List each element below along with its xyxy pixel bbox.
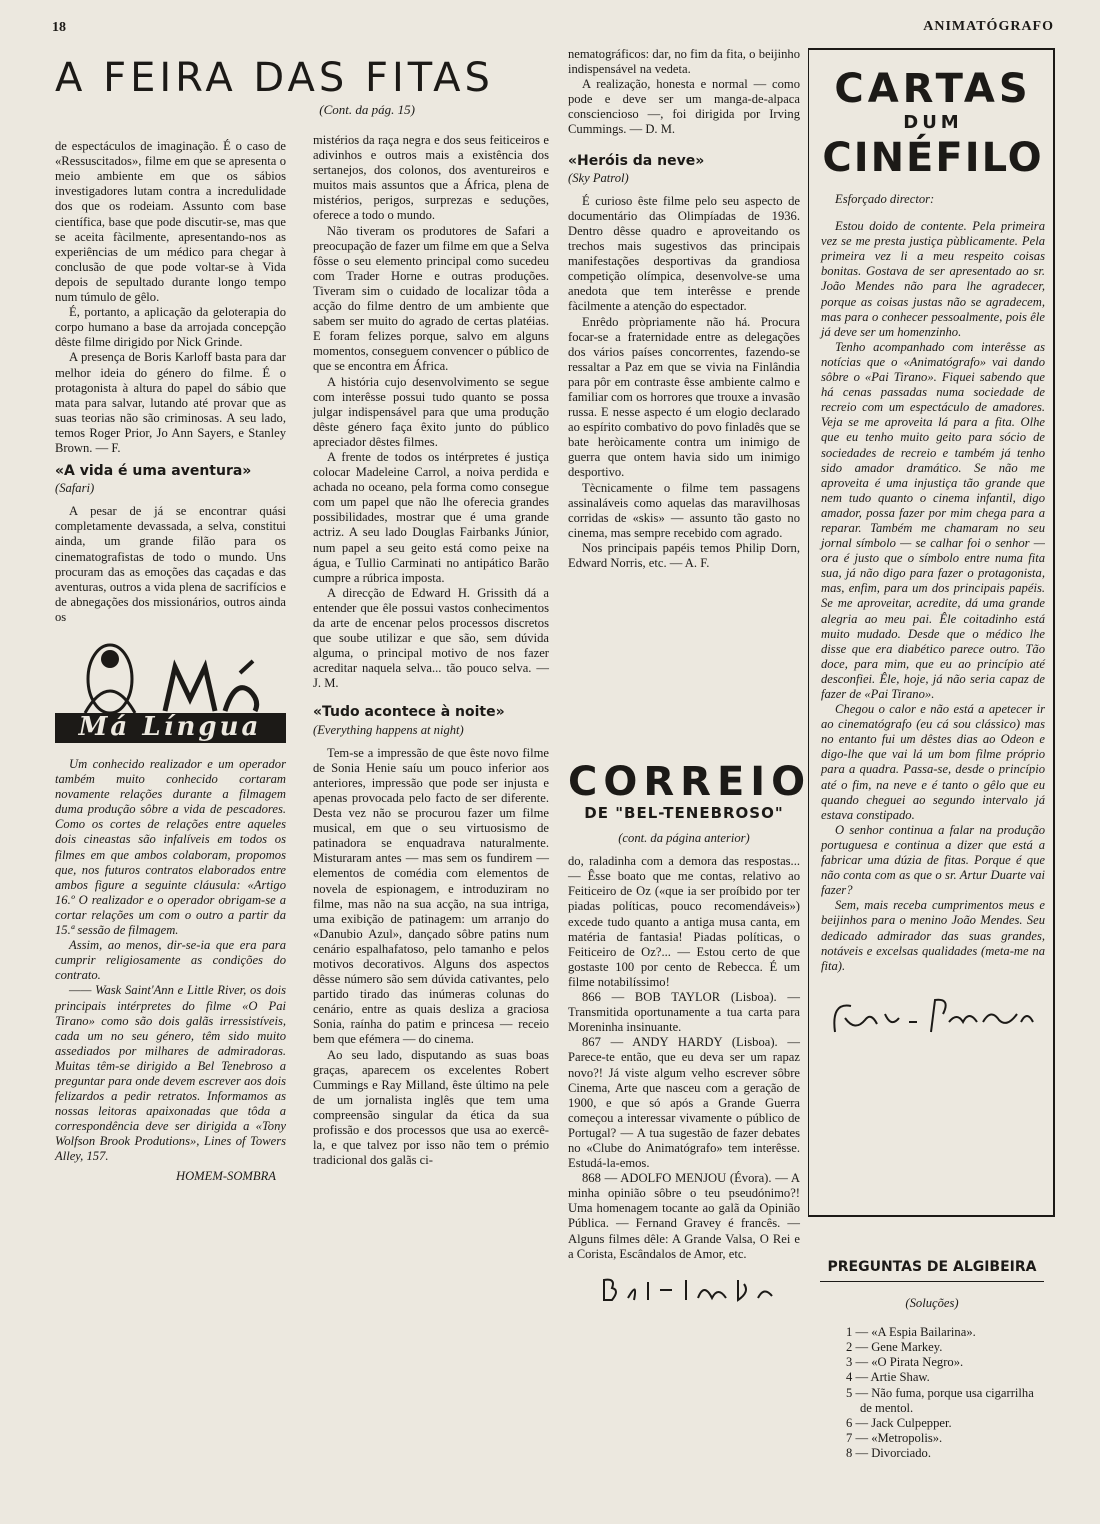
tudo-title: «Tudo acontece à noite» — [313, 704, 505, 721]
correio-section — [568, 759, 812, 1310]
correio-title: CORREIO — [568, 759, 812, 805]
safari-paragraph: Não tiveram os produtores de Safari a preocupação de fazer um filme em que a Selva fôsse o seu elemento principal como sucedeu com Trader Horne e outras produções. Tiveram sim o cuidado de localizar tôda a acção do filme dentro de um ambiente que sabem ser muito do agrado de certas platéias. E foram felizes porque, salvo em alguns momentos, conseguem convencer o público de que se encontra em África. — [313, 223, 549, 374]
safari-title: «A vida é uma aventura» — [55, 463, 252, 480]
herois-paragraph: É curioso êste filme pelo seu aspecto de documentário das Olimpíadas de 1936. Dentro dêsse quadro e aproveitando os trechos mais sugestivos das principais manifestações desportivas da grandiosa competição olímpica, desenvolve-se uma anedota que tem interêsse e prende fàcilmente a atenção do espectador. — [568, 193, 800, 314]
herois-title: «Heróis da neve» — [568, 152, 705, 169]
preguntas-subtitle: (Soluções) — [905, 1296, 959, 1311]
safari-paragraph: A direcção de Edward H. Grissith dá a entender que êle possui vastos conhecimentos da arte de encenar pelos processos discretos que soube utilizar e que são, sem dúvida alguma, o principal motivo de nos fazer acreditar naquela selva... tão pouco selva. — J. M. — [313, 585, 549, 691]
preguntas-item: 8 — Divorciado. — [846, 1445, 931, 1460]
page-number: 18 — [52, 20, 66, 35]
correio-cont: (cont. da página anterior) — [618, 831, 750, 846]
preguntas-item: 7 — «Metropolis». — [846, 1430, 943, 1445]
ma-lingua-signoff: HOMEM-SOMBRA — [175, 1168, 276, 1183]
column-2 — [313, 133, 549, 1168]
cartas-title-2: DUM — [903, 112, 963, 133]
correio-subtitle: DE "BEL-TENEBROSO" — [584, 804, 784, 822]
cartas-paragraph: O senhor continua a falar na produção portuguesa e continua a dizer que está a fabricar uma dúzia de fitas. Porque é que não conta com as que o sr. Artur Duarte vai fazer? — [821, 822, 1045, 898]
preguntas-item: 2 — Gene Markey. — [846, 1340, 943, 1355]
correio-paragraph: do, raladinha com a demora das respostas... — Êsse boato que me contas, relativo ao Feiticeiro de Oz («que ia ser proíbido por ter piadas políticas, pouco recomendáveis») excede tudo quanto a antiga musa canta, em matéria de fantasia! Piadas políticas, o Feiticeiro de Oz?... — Estou certo de que gostaste 100 por cento de Rebecca. É um filme notabilíssimo! — [568, 854, 800, 989]
tudo-paragraph: nematográficos: dar, no fim da fita, o beijinho indispensável na vedeta. — [568, 47, 800, 77]
correio-paragraph: 868 — ADOLFO MENJOU (Évora). — A minha opinião sôbre o teu pseudónimo?! Uma homenagem tocante ao galã da Opinião Pública. — Fernand Gravey é francês. — Alguns filmes dêle: A Grande Valsa, O Rei e a Corista, Escândalos de Amor, etc. — [568, 1171, 800, 1261]
ignacio-signature-graphic — [821, 992, 1045, 1044]
tudo-paragraph: A realização, honesta e normal — como pode e deve ser um manga-de-alpaca consciencioso —, foi dirigida por Irving Cummings. — D. M. — [568, 77, 800, 137]
preguntas-section — [820, 1260, 1044, 1461]
cartas-paragraph: Estou doido de contente. Pela primeira vez se me presta justiça pùblicamente. Pela primeira vez li a meu respeito coisas bonitas. Gostava de ser apresentado ao sr. João Mendes não para lhe agradecer, porque as coisas justas não se agradecem, mas para o conhecer pessoalmente, pois êle já deve ser um homenzinho. — [821, 219, 1045, 339]
cartas-greeting: Esforçado director: — [835, 192, 935, 206]
feira-paragraph: A presença de Boris Karloff basta para dar melhor ideia do género do filme. É o protagonista à altura do papel do sábio que mata para salvar, lutando até provar que as suas teorias não são criminosas. A seu lado, temos Roger Prior, Jo Ann Sayers, e Stanley Brown. — F. — [55, 350, 286, 455]
feira-cont: (Cont. da pág. 15) — [319, 102, 415, 117]
feira-paragraph: É, portanto, a aplicação da geloterapia do corpo humano a base da arrojada concepção dêste filme dirigido por Nick Grinde. — [55, 305, 286, 350]
safari-paragraph: mistérios da raça negra e dos seus feiticeiros e adivinhos e outros mais a existência dos sertanejos, dos colonos, dos aventureiros e muitos mais assuntos que a África, plena de mistérios, perigos, surprezas e seduções, oferece a todo o mundo. — [313, 133, 549, 223]
cartas-paragraph: Tenho acompanhado com interêsse as notícias que o «Animatógrafo» vai dando sôbre o «Pai Tirano». Fiquei sabendo que há cenas passadas numa sociedade de recreio com um espectáculo de amadores. Veja se me aproveita lá para a fita. Olhe que eu tenho muito geito para sócio de sociedades de recreio e também já tenho sido amador dramático. Se não me aproveita é uma injustiça tão grande que nem tudo quanto o cinema infantil, digo amador, possa fazer por mim chega para a reparar. Também me chamaram no seu jornal símbolo — se calhar foi o senhor — ora é justo que o símbolo entre numa fita sua, já não digo para fazer o protagonista, mas, enfim, para um dos principais papéis. Se me aproveitar, acredite, dá uma grande alegria ao meu pai. Êle coitadinho está muito mudado. Desde que o médico lhe disse que era diabético parece outro. Tão doce, para mim, que eu ao princípio até desconfiei. Êle, hoje, já não seria capaz de fazer de «Pai Tirano». — [821, 339, 1045, 701]
cartas-signature — [821, 992, 1045, 1044]
safari-subtitle: (Safari) — [55, 481, 95, 496]
preguntas-item: 4 — Artie Shaw. — [846, 1370, 930, 1385]
bel-tenebroso-signature-graphic — [568, 1270, 800, 1310]
safari-paragraph: A história cujo desenvolvimento se segue com interêsse possui tudo quanto se possa julgar indispensável para que uma produção dêste género faça êxito junto do público apreciador dêstes filmes. — [313, 374, 549, 449]
ma-lingua-paragraph: —— Wask Saint'Ann e Little River, os dois principais intérpretes do filme «O Pai Tirano» como são dois galãs irressistíveis, cada um no seu género, têm sido muito assediados por milhares de admiradoras. Muitas têm-se dirigido a Bel Tenebroso a preguntar para onde devem escrever aos dois felizardos a pedir retratos. Informamos as nossas leitoras apaixonadas que tôda a correspondência deve ser dirigida a «Tony Wolfson Brook Produtions», Lines of Towers Alley, 157. — [55, 983, 286, 1164]
preguntas-item: 6 — Jack Culpepper. — [846, 1415, 952, 1430]
safari-paragraph: A frente de todos os intérpretes é justiça colocar Madeleine Carrol, a noiva perdida e achada no oceano, pela forma como consegue com um papel que não lhe oferecia grandes possibilidades, mostrar que é uma grande actriz. A seu lado Douglas Fairbanks Júnior, num papel a seu geito está como peixe na água, e Tullio Carminati no antipático Barão cumpre a rúbrica imposta. — [313, 449, 549, 585]
ma-lingua-logo — [55, 639, 286, 747]
magazine-name: ANIMATÓGRAFO — [923, 19, 1054, 34]
cartas-paragraph: Sem, mais receba cumprimentos meus e beijinhos para o menino João Mendes. Seu dedicado admirador das suas grandes, notáveis e excelsas qualidades (meta-me na fita). — [821, 898, 1045, 973]
column-3 — [568, 47, 800, 571]
herois-paragraph: Tècnicamente o filme tem passagens assinaláveis como aquelas das maravilhosas corridas de «skis» — assunto tão gasto no cinema, mas sempre recebido com agrado. — [568, 480, 800, 540]
ma-lingua-paragraph: Um conhecido realizador e um operador também muito conhecido cortaram novamente relações durante a filmagem duma produção sôbre a vida de pescadores. Como os cortes de relações entre aqueles dois cineastas são infalíveis em todos os filmes em que ambos colaboram, propomos que, nos futuros contratos elaborados entre ambos figure a seguinte cláusula: «Artigo 16.º O realizador e o operador obrigam-se a cortar relações um com o outro a partir da 15.ª sessão de filmagem. — [55, 757, 286, 938]
preguntas-title: PREGUNTAS DE ALGIBEIRA — [820, 1260, 1044, 1282]
tudo-subtitle: (Everything happens at night) — [313, 722, 464, 737]
preguntas-item: 3 — «O Pirata Negro». — [846, 1355, 964, 1370]
tudo-paragraph: Ao seu lado, disputando as suas boas graças, aparecem os excelentes Robert Cummings e Ray Milland, êste último na pele de um jornalista inglês que tem uma compreensão singular da ética da sua profissão e dos processos que usa ao exercê-la, e que talvez por isso não tem o prémio tradicional dos galãs ci- — [313, 1047, 549, 1168]
herois-paragraph: Enrêdo pròpriamente não há. Procura focar-se a fraternidade entre as delegações dos vários países concorrentes, fazendo-se ressaltar a Paz em que se vivia na Finlândia para pôr em contraste êsse ambiente calmo e familiar com os horrores que trouxe a invasão russa. E nesse aspecto é um elogio declarado ao espírito combativo do povo finladês que se bate heròicamente contra um inimigo de guerra que ontem havia sido um inimigo desportivo. — [568, 314, 800, 480]
correio-paragraph: 867 — ANDY HARDY (Lisboa). — Parece-te então, que eu deva ser um rapaz novo?! Já viste algum velho escrever sôbre Cinema, Arte que nasceu com a geração de 1900, e que só após a Grande Guerra começou a interessar vivamente o público de Portugal? — A tua sugestão de fazer debates no «Clube do Animatógrafo» tem interêsse. Estudá-la-emos. — [568, 1035, 800, 1171]
correio-signature — [568, 1270, 800, 1310]
cartas-box — [808, 48, 1055, 1217]
feira-title: A FEIRA DAS FITAS — [55, 55, 494, 101]
cartas-paragraph: Chegou o calor e não está a apetecer ir ao cinematógrafo (eu cá sou clássico) mas no entanto fui um dêstes dias ao Odeon e digo-lhe que vai lá um bom filme próprio para a quadra. Passa-se, desde o princípio até o fim, na neve e é tanto o gêlo que eu quando cheguei ao segundo intervalo já estava constipado. — [821, 702, 1045, 822]
cartas-title-3: CINÉFILO — [822, 135, 1044, 181]
ma-lingua-logo-graphic — [55, 639, 286, 747]
preguntas-item: 1 — «A Espia Bailarina». — [846, 1325, 976, 1340]
preguntas-item: 5 — Não fuma, porque usa cigarrilha de mentol. — [846, 1385, 1034, 1415]
correio-paragraph: 866 — BOB TAYLOR (Lisboa). — Transmitida oportunamente a tua carta para Moreninha insinuante. — [568, 990, 800, 1035]
herois-subtitle: (Sky Patrol) — [568, 170, 629, 185]
ma-lingua-paragraph: Assim, ao menos, dir-se-ia que era para cumprir religiosamente as condições do contrato. — [55, 938, 286, 983]
feira-paragraph: de espectáculos de imaginação. É o caso de «Ressuscitados», filme em que se apresenta o meio ambiente em que os sábios investigadores lutam contra a incredulidade dos que os rodeiam. Assunto com base científica, base que pode discutir-se, mas que se aceita fàcilmente, apresentando-nos as experiências de um médico para chegar à conclusão de que pode voltar-se à Vida depois de sepultado durante longo tempo num túmulo de gêlo. — [55, 139, 286, 305]
herois-paragraph: Nos principais papéis temos Philip Dorn, Edward Norris, etc. — A. F. — [568, 540, 800, 570]
ma-lingua-logo-text: Má Língua — [78, 712, 262, 742]
tudo-paragraph: Tem-se a impressão de que êste novo filme de Sonia Henie saíu um pouco inferior aos anteriores, impressão que pode ser injusta e apenas provocada pelo facto de ser diferente. Desta vez não se procurou fazer um filme musical, em que o seu virtuosismo de patinadora se enquadrava naturalmente. Misturaram antes — mas sem os fundirem — elementos de comédia com elementos de novela de espionagem, e introduziram no filme, mas não na sua acção, na sua intriga, uma exibição de patinagem: um arranjo do «Danubio Azul», dançado sôbre patins num cenário espalhafatoso, pelo tamanho e pelos motivos decorativos. Alguns dos aspectos dêsse número são sem dúvida cativantes, pelo partido tirado das inúmeras colunas do cenário, entre as quais desliza a graciosa Sonia, raínha do patim e princesa — receio bem que efémera — do cinema. — [313, 745, 549, 1047]
cartas-title-1: CARTAS — [834, 66, 1032, 112]
safari-paragraph: A pesar de já se encontrar quási completamente devassada, a selva, constitui ainda, um grande filão para os cinematografistas de todo o mundo. Uns procuram das as emoções das caçadas e das aventuras, outros a vida plena de sacrifícios e de abnegações dos missionários, outros ainda os — [55, 504, 286, 624]
